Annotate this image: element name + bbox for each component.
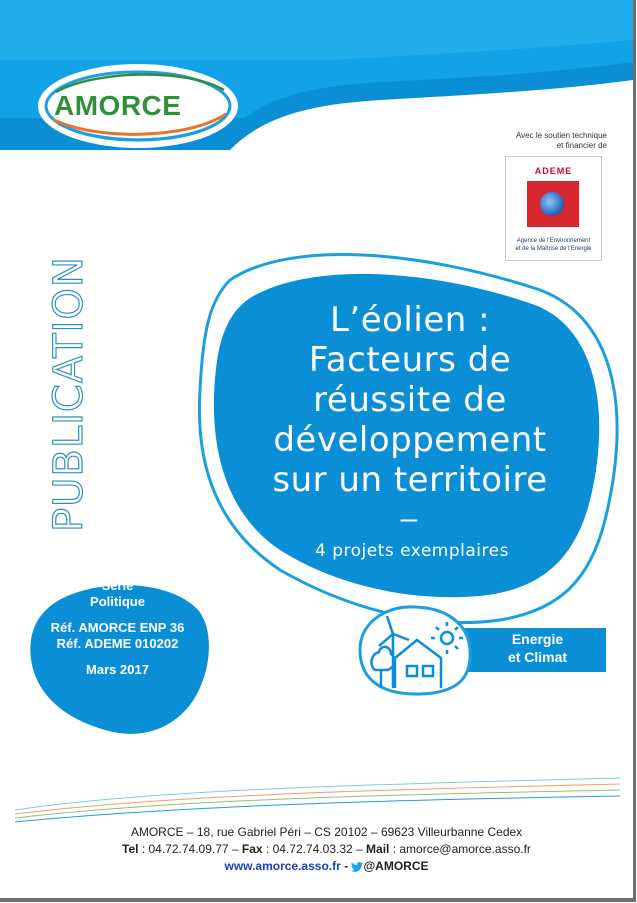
footer-address: AMORCE – 18, rue Gabriel Péri – CS 20102 – 69623 Villeurbanne Cedex [130, 825, 523, 839]
serie-label: Série [101, 578, 134, 593]
website-link[interactable]: www.amorce.asso.fr [224, 859, 341, 873]
tel-label: Tel [122, 842, 139, 856]
serie-info [30, 578, 205, 678]
ademe-sub-line-2: et de la Maîtrise de l’Energie [515, 246, 592, 252]
twitter-icon [351, 862, 363, 872]
house-wind-icon [365, 610, 465, 692]
serie-name: Politique [90, 594, 145, 609]
footer-wave [0, 770, 633, 830]
mail-value[interactable]: : amorce@amorce.asso.fr [389, 842, 531, 856]
title-line-4: développement [273, 420, 547, 460]
fax-label: Fax [241, 842, 263, 856]
footer-web [10, 858, 637, 874]
document-subtitle: 4 projets exemplaires [315, 541, 509, 561]
publication-date: Mars 2017 [86, 662, 149, 677]
badge-line-2: et Climat [507, 649, 568, 665]
title-line-2: Facteurs de [308, 340, 512, 380]
support-line-2: et financier de [556, 141, 607, 150]
web-sep: - [340, 859, 352, 873]
support-line-1: Avec le soutien technique [515, 131, 607, 140]
tel-value: : 04.72.74.09.77 – [138, 842, 242, 856]
ademe-sub-line-1: Agence de l’Environnement [516, 238, 591, 244]
title-line-5: sur un territoire [272, 460, 548, 500]
ademe-title: ADEME [534, 166, 573, 176]
footer-contact [10, 841, 637, 857]
publication-label: PUBLICATION [46, 256, 92, 532]
ref-ademe: Réf. ADEME 010202 [56, 636, 179, 651]
logo-text: AMORCE [54, 90, 182, 121]
twitter-handle[interactable]: @AMORCE [363, 859, 429, 873]
mail-label: Mail [366, 842, 390, 856]
theme-badge [470, 630, 605, 666]
fax-value: : 04.72.74.03.32 – [262, 842, 367, 856]
badge-line-1: Energie [511, 631, 564, 647]
title-dash: – [400, 502, 418, 535]
title-line-1: L’éolien : [329, 300, 491, 340]
ref-amorce: Réf. AMORCE ENP 36 [50, 620, 185, 635]
title-line-3: réussite de [313, 380, 507, 420]
document-title [240, 300, 580, 500]
